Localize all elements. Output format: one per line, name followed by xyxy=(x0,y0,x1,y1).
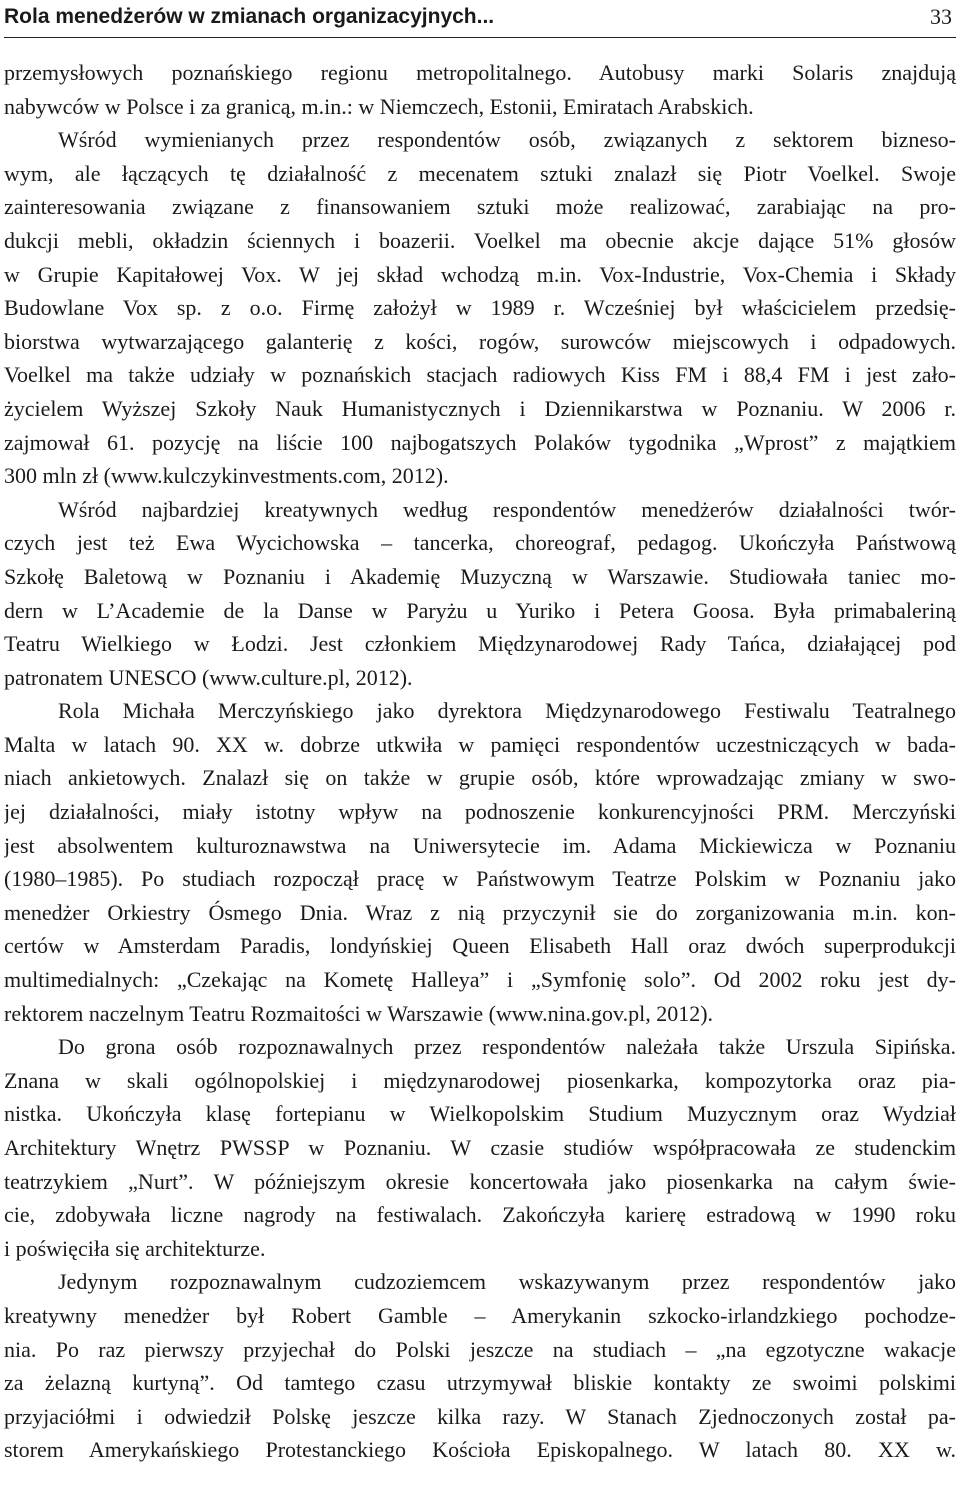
text-line: Rola Michała Merczyńskiego jako dyrektora Międzynarodowego Festiwalu Teatralnego xyxy=(58,698,956,724)
text-line: nia. Po raz pierwszy przyjechał do Polski jeszcze na studiach – „na egzotyczne wakacje xyxy=(4,1336,956,1362)
text-line: Wśród wymienianych przez respondentów osób, związanych z sektorem bizneso- xyxy=(58,127,956,153)
text-line: i poświęciła się architekturze. xyxy=(4,1235,266,1261)
text-line: Do grona osób rozpoznawalnych przez respondentów należała także Urszula Sipińska. xyxy=(58,1034,956,1060)
text-line: dukcji mebli, okładzin ściennych i boazerii. Voelkel ma obecnie akcje dające 51% głosów xyxy=(4,227,956,253)
text-line: rektorem naczelnym Teatru Rozmaitości w Warszawie (www.nina.gov.pl, 2012). xyxy=(4,1000,714,1026)
text-line: jej działalności, miały istotny wpływ na podnoszenie konkurencyjności PRM. Merczyński xyxy=(4,799,956,825)
text-line: certów w Amsterdam Paradis, londyńskiej Queen Elisabeth Hall oraz dwóch superprodukcji xyxy=(4,933,956,959)
text-line: zainteresowania związane z finansowaniem sztuki może realizować, zarabiając na pro- xyxy=(4,194,956,220)
text-line: Voelkel ma także udziały w poznańskich stacjach radiowych Kiss FM i 88,4 FM i jest zało- xyxy=(4,362,956,388)
text-line: nabywców w Polsce i za granicą, m.in.: w Niemczech, Estonii, Emiratach Arabskich. xyxy=(4,93,754,119)
text-line: Szkołę Baletową w Poznaniu i Akademię Muzyczną w Warszawie. Studiowała taniec mo- xyxy=(4,563,956,589)
text-line: cie, zdobywała liczne nagrody na festiwalach. Zakończyła karierę estradową w 1990 roku xyxy=(4,1202,956,1228)
document-page xyxy=(4,0,956,1497)
text-line: za żelazną kurtyną”. Od tamtego czasu utrzymywał bliskie kontakty ze swoimi polskimi xyxy=(4,1370,956,1396)
text-line: przemysłowych poznańskiego regionu metropolitalnego. Autobusy marki Solaris znajdują xyxy=(4,60,956,85)
text-line: zajmował 61. pozycję na liście 100 najbogatszych Polaków tygodnika „Wprost” z majątkiem xyxy=(4,429,956,455)
text-line: niach ankietowych. Znalazł się on także w grupie osób, które wprowadzając zmiany w swo- xyxy=(4,765,956,791)
text-line: Znana w skali ogólnopolskiej i międzynarodowej piosenkarka, kompozytorka oraz pia- xyxy=(4,1067,956,1093)
text-line: 300 mln zł (www.kulczykinvestments.com, 2012). xyxy=(4,463,449,489)
text-line: Budowlane Vox sp. z o.o. Firmę założył w 1989 r. Wcześniej był właścicielem przedsię- xyxy=(4,295,956,321)
text-line: menedżer Orkiestry Ósmego Dnia. Wraz z nią przyczynił sie do zorganizowania m.in. kon- xyxy=(4,899,956,925)
text-line: teatrzykiem „Nurt”. W późniejszym okresie koncertowała jako piosenkarka na całym świe- xyxy=(4,1168,956,1194)
text-line: storem Amerykańskiego Protestanckiego Kościoła Episkopalnego. W latach 80. XX w. xyxy=(4,1437,956,1463)
text-line: multimedialnych: „Czekając na Kometę Halleya” i „Symfonię solo”. Od 2002 roku jest dy- xyxy=(4,967,956,993)
text-line: życielem Wyższej Szkoły Nauk Humanistycznych i Dziennikarstwa w Poznaniu. W 2006 r. xyxy=(4,395,956,421)
text-line: (1980–1985). Po studiach rozpoczął pracę w Państwowym Teatrze Polskim w Poznaniu jako xyxy=(4,866,956,892)
body-text xyxy=(4,56,956,1467)
text-line: Teatru Wielkiego w Łodzi. Jest członkiem Międzynarodowej Rady Tańca, działającej pod xyxy=(4,631,956,657)
text-line: nistka. Ukończyła klasę fortepianu w Wielkopolskim Studium Muzycznym oraz Wydział xyxy=(4,1101,956,1127)
text-line: Wśród najbardziej kreatywnych według respondentów menedżerów działalności twór- xyxy=(58,496,956,522)
text-line: biorstwa wytwarzającego galanterię z kości, rogów, surowców miejscowych i odpadowych. xyxy=(4,328,956,354)
text-line: w Grupie Kapitałowej Vox. W jej skład wchodzą m.in. Vox-Industrie, Vox-Chemia i Składy xyxy=(4,261,956,287)
running-header xyxy=(4,2,956,32)
text-line: jest absolwentem kulturoznawstwa na Uniwersytecie im. Adama Mickiewicza w Poznaniu xyxy=(4,832,956,858)
text-line: patronatem UNESCO (www.culture.pl, 2012). xyxy=(4,664,413,690)
text-line: kreatywny menedżer był Robert Gamble – Amerykanin szkocko-irlandzkiego pochodze- xyxy=(4,1302,956,1328)
text-line: dern w L’Academie de la Danse w Paryżu u Yuriko i Petera Goosa. Była primabaleriną xyxy=(4,597,956,623)
text-line: wym, ale łączących tę działalność z mecenatem sztuki znalazł się Piotr Voelkel. Swoje xyxy=(4,160,956,186)
text-line: czych jest też Ewa Wycichowska – tancerka, choreograf, pedagog. Ukończyła Państwową xyxy=(4,530,956,556)
chapter-title: Rola menedżerów w zmianach organizacyjnych... xyxy=(4,5,495,28)
page-number: 33 xyxy=(930,4,952,29)
text-line: Jedynym rozpoznawalnym cudzoziemcem wskazywanym przez respondentów jako xyxy=(58,1269,956,1295)
header-rule xyxy=(4,37,956,38)
text-line: Malta w latach 90. XX w. dobrze utkwiła w pamięci respondentów uczestniczących w bada- xyxy=(4,731,956,757)
text-line: przyjaciółmi i odwiedził Polskę jeszcze kilka razy. W Stanach Zjednoczonych został pa- xyxy=(4,1403,956,1429)
text-line: Architektury Wnętrz PWSSP w Poznaniu. W czasie studiów współpracowała ze studenckim xyxy=(4,1135,956,1160)
